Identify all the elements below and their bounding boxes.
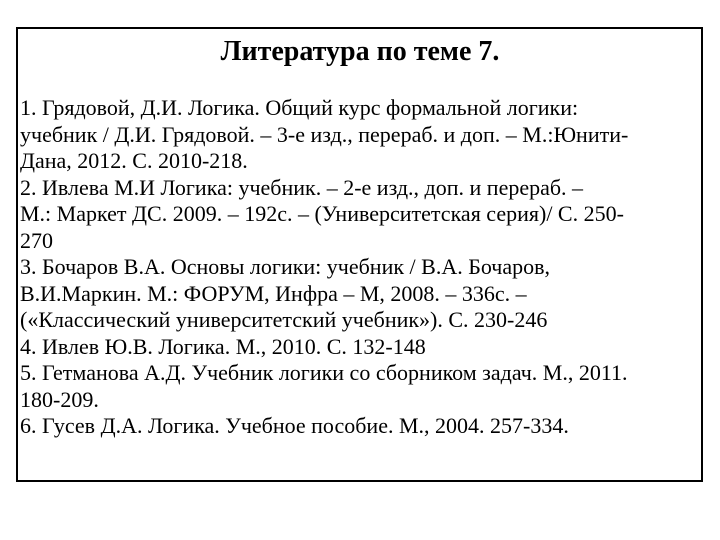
bibliography-line: 3. Бочаров В.А. Основы логики: учебник / В.А. Бочаров, [20,254,550,279]
bibliography-line: 2. Ивлева М.И Логика: учебник. – 2-е изд., доп. и перераб. – [20,174,584,200]
bibliography-line: Дана, 2012. С. 2010-218. [20,148,248,173]
bibliography-line: В.И.Маркин. М.: ФОРУМ, Инфра – М, 2008. – 336с. – [20,280,527,306]
bibliography-line: 180-209. [20,386,99,412]
bibliography-line: 270 [20,227,53,253]
bibliography-line: учебник / Д.И. Грядовой. – 3-е изд., перераб. и доп. – М.:Юнити- [20,121,629,147]
bibliography-line: М.: Маркет ДС. 2009. – 192с. – (Университетская серия)/ С. 250- [20,201,624,226]
bibliography-line: 1. Грядовой, Д.И. Логика. Общий курс формальной логики: [20,95,579,120]
bibliography-line: 4. Ивлев Ю.В. Логика. М., 2010. С. 132-148 [20,333,426,359]
slide-title: Литература по теме 7. [220,36,500,67]
bibliography-line: 5. Гетманова А.Д. Учебник логики со сборником задач. М., 2011. [20,360,628,385]
bibliography-line: («Классический университетский учебник»). С. 230-246 [20,307,548,332]
bibliography-line: 6. Гусев Д.А. Логика. Учебное пособие. М., 2004. 257-334. [20,413,569,438]
bibliography-list [20,95,700,440]
